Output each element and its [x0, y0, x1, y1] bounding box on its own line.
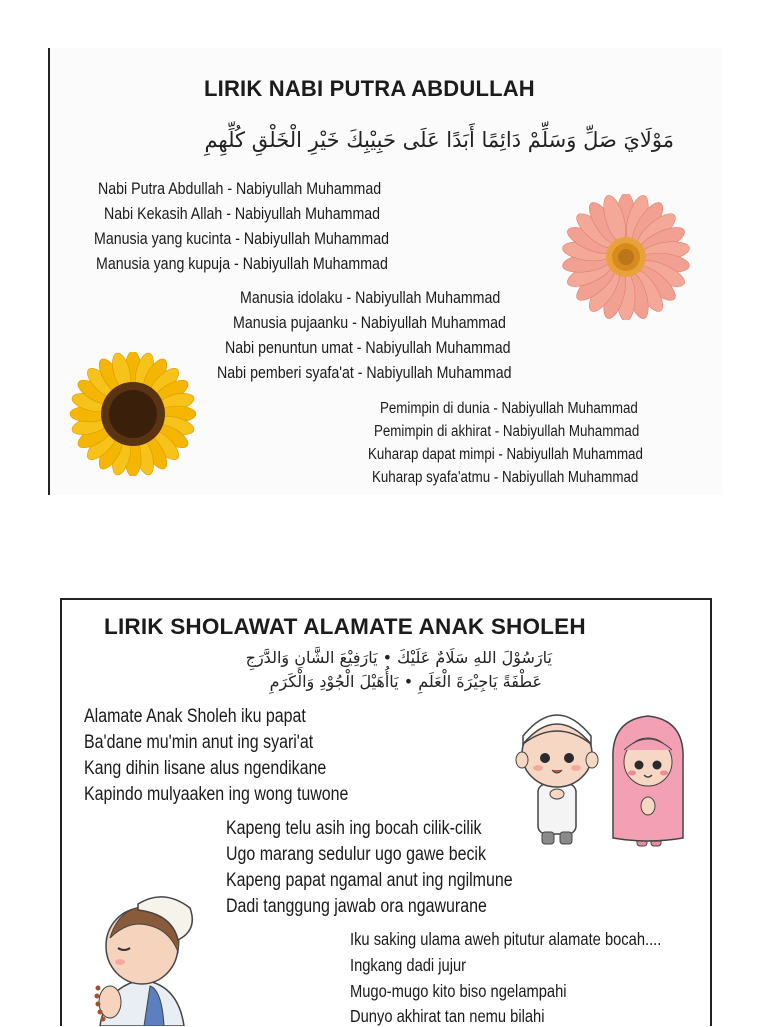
- lyrics-card-nabi-putra-abdullah: [48, 48, 722, 495]
- lyric-line: Alamate Anak Sholeh iku papat: [84, 706, 306, 727]
- arabic-verse-line-2: عَطْفَةً يَاجِيْرَةَ الْعَلَمِ • يَاأُهَيْلَ الْجُوْدِ وَالْكَرَمِ: [269, 672, 542, 691]
- lyric-line: Pemimpin di akhirat - Nabiyullah Muhammad: [374, 423, 640, 440]
- lyrics-card-sholawat-alamate: [60, 598, 712, 1026]
- lyric-line: Ugo marang sedulur ugo gawe becik: [226, 844, 486, 865]
- lyric-line: Mugo-mugo kito biso ngelampahi: [350, 981, 567, 1001]
- lyric-line: Nabi penuntun umat - Nabiyullah Muhammad: [225, 339, 511, 357]
- lyric-line: Kapeng papat ngamal anut ing ngilmune: [226, 870, 513, 891]
- pink-flower-icon: [558, 194, 694, 320]
- lyric-line: Kapeng telu asih ing bocah cilik-cilik: [226, 818, 482, 839]
- lyric-line: Kuharap syafa'atmu - Nabiyullah Muhammad: [372, 469, 639, 486]
- lyric-line: Ba'dane mu'min anut ing syari'at: [84, 732, 314, 753]
- praying-boy-icon: [80, 890, 204, 1026]
- lyric-line: Dadi tanggung jawab ora ngawurane: [226, 896, 487, 917]
- lyric-line: Manusia pujaanku - Nabiyullah Muhammad: [233, 314, 506, 332]
- arabic-verse-line-1: يَارَسُوْلَ اللهِ سَلَامٌ عَلَيْكَ • يَارَفِيْعَ الشَّانِ وَالدَّرَجِ: [245, 648, 552, 667]
- sunflower-icon: [66, 352, 200, 476]
- lyric-line: Manusia idolaku - Nabiyullah Muhammad: [240, 289, 501, 307]
- lyric-line: Manusia yang kupuja - Nabiyullah Muhammad: [96, 255, 388, 273]
- card-title: LIRIK SHOLAWAT ALAMATE ANAK SHOLEH: [104, 614, 586, 639]
- lyric-line: Dunyo akhirat tan nemu bilahi: [350, 1006, 545, 1026]
- muslim-boy-icon: [512, 706, 602, 850]
- card-title: LIRIK NABI PUTRA ABDULLAH: [204, 76, 535, 101]
- muslim-girl-icon: [607, 710, 689, 850]
- lyric-line: Ingkang dadi jujur: [350, 955, 467, 975]
- arabic-verse: مَوْلَايَ صَلِّ وَسَلِّمْ دَائِمًا أَبَدًا عَلَى حَبِيْبِكَ خَيْرِ الْخَلْقِ كُلِّهِمِ: [204, 128, 674, 152]
- lyric-line: Nabi pemberi syafa'at - Nabiyullah Muhammad: [217, 364, 512, 382]
- lyric-line: Kuharap dapat mimpi - Nabiyullah Muhammad: [368, 446, 643, 463]
- lyric-line: Nabi Putra Abdullah - Nabiyullah Muhammad: [98, 180, 382, 198]
- lyric-line: Iku saking ulama aweh pitutur alamate bocah....: [350, 929, 662, 949]
- lyric-line: Manusia yang kucinta - Nabiyullah Muhammad: [94, 230, 389, 248]
- lyric-line: Kapindo mulyaaken ing wong tuwone: [84, 784, 349, 805]
- lyric-line: Nabi Kekasih Allah - Nabiyullah Muhammad: [104, 205, 381, 223]
- lyric-line: Kang dihin lisane alus ngendikane: [84, 758, 327, 779]
- lyric-line: Pemimpin di dunia - Nabiyullah Muhammad: [380, 400, 638, 417]
